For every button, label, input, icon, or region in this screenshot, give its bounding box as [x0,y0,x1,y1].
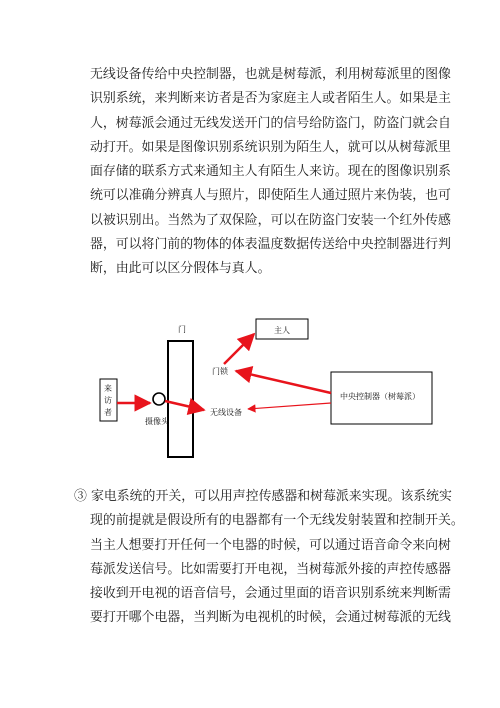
camera-icon [153,393,165,405]
text-line: ③ 家电系统的开关，可以用声控传感器和树莓派来实现。该系统实 [74,489,452,504]
visitor-label-2: 访 [104,396,112,405]
text-line: 器，可以将门前的物体的体表温度数据传送给中央控制器进行判 [90,237,451,253]
visitor-label-3: 者 [104,408,112,417]
wireless-label: 无线设备 [210,408,242,417]
arrow-lock-to-owner [224,334,254,364]
arrow-controller-to-lock [236,371,331,393]
text-line: 面存储的联系方式来通知主人有陌生人来访。现在的图像识别系 [90,164,451,180]
paragraph-appliance-system [74,485,464,631]
owner-label: 主人 [274,326,290,335]
text-line: 接收到开电视的语音信号，会通过里面的语音识别系统来判断需 [90,586,451,602]
text-line: 断，由此可以区分假体与真人。 [90,261,271,277]
door-label: 门 [178,325,186,334]
text-line: 统可以准确分辨真人与照片，即使陌生人通过照片来伪装，也可 [90,188,451,204]
text-line: 现的前提就是假设所有的电器都有一个无线发射装置和控制开关。 [90,513,464,529]
text-line: 要打开哪个电器，当判断为电视机的时候，会通过树莓派的无线 [90,610,451,626]
text-line: 莓派发送信号。比如需要打开电视，当树莓派外接的声控传感器 [90,561,451,577]
text-line: 无线设备传给中央控制器，也就是树莓派，利用树莓派里的图像 [90,67,451,82]
lock-label: 门锁 [212,367,228,376]
arrow-controller-to-wireless [248,403,331,409]
text-line: 当主人想要打开任何一个电器的时候，可以通过语音命令来向树 [90,537,451,553]
text-line: 人，树莓派会通过无线发送开门的信号给防盗门，防盗门就会自 [90,115,451,131]
controller-label: 中央控制器（树莓派） [340,392,420,401]
text-line: 动打开。如果是图像识别系统识别为陌生人，就可以从树莓派里 [90,139,451,155]
text-line: 以被识别出。当然为了双保险，可以在防盗门安装一个红外传感 [90,212,451,228]
door-box [168,341,193,457]
visitor-label-1: 来 [104,384,112,393]
camera-label: 摄像头 [145,417,169,426]
text-line: 识别系统，来判断来访者是否为家庭主人或者陌生人。如果是主 [90,91,451,107]
